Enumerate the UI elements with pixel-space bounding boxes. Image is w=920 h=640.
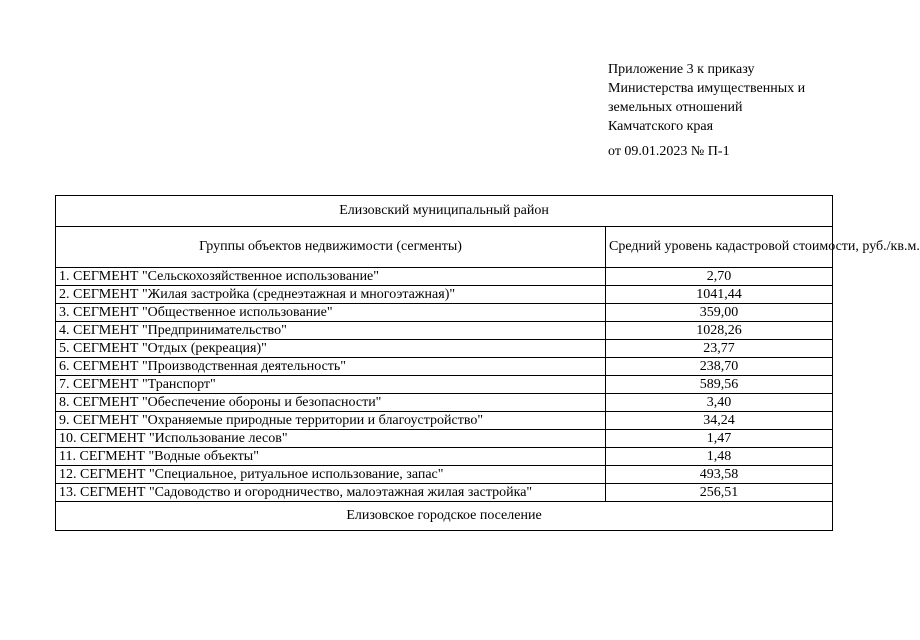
segment-cell: 4. СЕГМЕНТ "Предпринимательство" xyxy=(56,322,606,340)
district-title: Елизовский муниципальный район xyxy=(56,196,833,227)
header-row xyxy=(56,227,833,268)
table-row xyxy=(56,268,833,286)
value-cell: 238,70 xyxy=(606,358,833,376)
table-row xyxy=(56,304,833,322)
district-row xyxy=(56,196,833,227)
table-row xyxy=(56,394,833,412)
value-cell: 1,47 xyxy=(606,430,833,448)
table-row xyxy=(56,286,833,304)
segment-cell: 12. СЕГМЕНТ "Специальное, ритуальное использование, запас" xyxy=(56,466,606,484)
value-cell: 1028,26 xyxy=(606,322,833,340)
table-row xyxy=(56,484,833,502)
table-row xyxy=(56,430,833,448)
table-body xyxy=(56,268,833,502)
value-cell: 34,24 xyxy=(606,412,833,430)
column-header-segment: Группы объектов недвижимости (сегменты) xyxy=(56,227,606,268)
cadastral-value-table xyxy=(55,195,920,531)
value-cell: 3,40 xyxy=(606,394,833,412)
table-row xyxy=(56,340,833,358)
settlement-row xyxy=(56,502,833,531)
segment-cell: 13. СЕГМЕНТ "Садоводство и огородничество, малоэтажная жилая застройка" xyxy=(56,484,606,502)
segment-cell: 5. СЕГМЕНТ "Отдых (рекреация)" xyxy=(56,340,606,358)
value-cell: 1,48 xyxy=(606,448,833,466)
segment-cell: 10. СЕГМЕНТ "Использование лесов" xyxy=(56,430,606,448)
segment-cell: 3. СЕГМЕНТ "Общественное использование" xyxy=(56,304,606,322)
segment-cell: 7. СЕГМЕНТ "Транспорт" xyxy=(56,376,606,394)
table-row xyxy=(56,466,833,484)
annex-date: от 09.01.2023 № П-1 xyxy=(608,144,730,159)
table-row xyxy=(56,358,833,376)
segment-cell: 1. СЕГМЕНТ "Сельскохозяйственное использование" xyxy=(56,268,606,286)
value-cell: 23,77 xyxy=(606,340,833,358)
segment-cell: 6. СЕГМЕНТ "Производственная деятельность" xyxy=(56,358,606,376)
value-cell: 1041,44 xyxy=(606,286,833,304)
column-header-value: Средний уровень кадастровой стоимости, руб./кв.м. xyxy=(606,227,833,268)
value-cell: 589,56 xyxy=(606,376,833,394)
segment-cell: 9. СЕГМЕНТ "Охраняемые природные территории и благоустройство" xyxy=(56,412,606,430)
annex-line-1: Приложение 3 к приказу xyxy=(608,62,755,77)
table-row xyxy=(56,322,833,340)
value-cell: 493,58 xyxy=(606,466,833,484)
segment-cell: 11. СЕГМЕНТ "Водные объекты" xyxy=(56,448,606,466)
table-row xyxy=(56,376,833,394)
annex-line-2: Министерства имущественных и xyxy=(608,81,806,96)
table-row xyxy=(56,412,833,430)
table-row xyxy=(56,448,833,466)
segment-cell: 2. СЕГМЕНТ "Жилая застройка (среднеэтажная и многоэтажная)" xyxy=(56,286,606,304)
annex-line-4: Камчатского края xyxy=(608,119,714,134)
segment-cell: 8. СЕГМЕНТ "Обеспечение обороны и безопасности" xyxy=(56,394,606,412)
settlement-title: Елизовское городское поселение xyxy=(56,502,833,531)
annex-line-3: земельных отношений xyxy=(608,100,743,115)
value-cell: 256,51 xyxy=(606,484,833,502)
annex-header xyxy=(608,60,868,161)
value-cell: 359,00 xyxy=(606,304,833,322)
value-cell: 2,70 xyxy=(606,268,833,286)
